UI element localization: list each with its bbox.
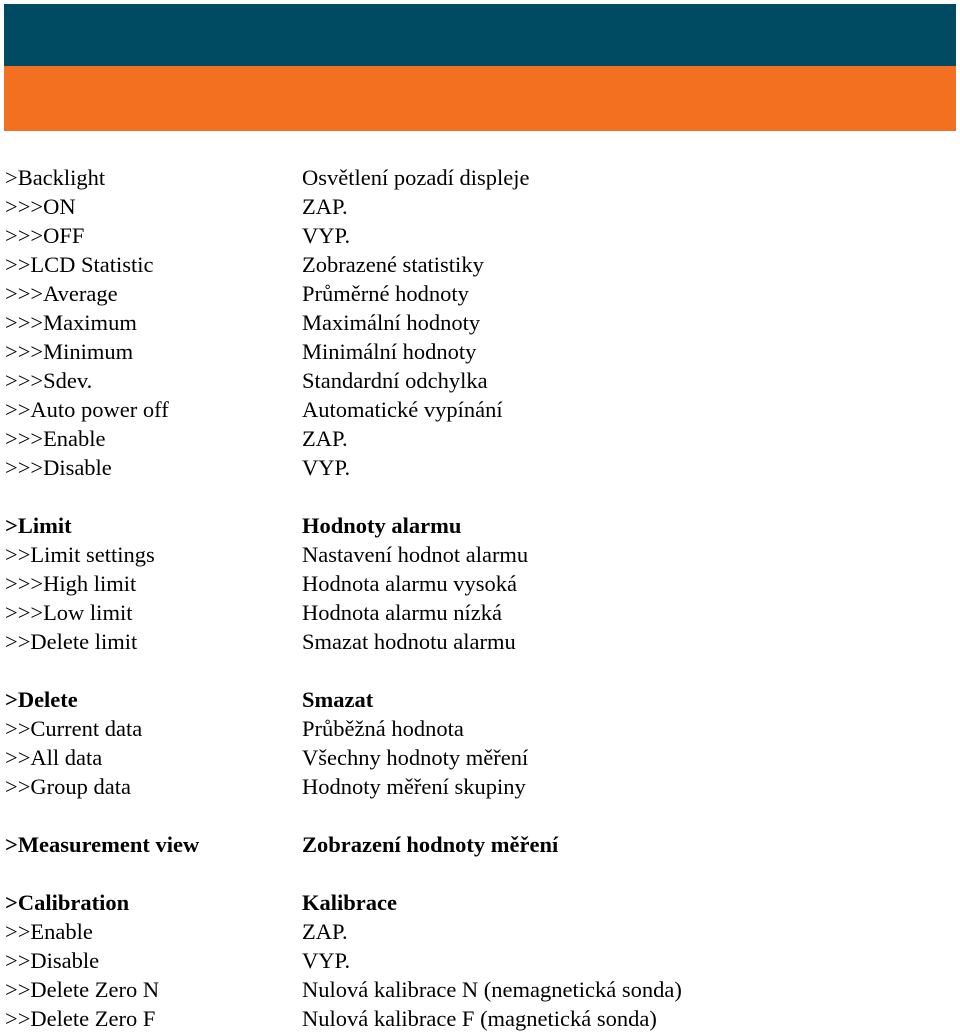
heading-en: >Measurement view	[5, 832, 200, 857]
term-en: >>Auto power off	[5, 397, 169, 422]
term-cz: Hodnoty měření skupiny	[302, 774, 526, 799]
term-en: >Backlight	[5, 165, 106, 190]
table-row	[5, 308, 955, 337]
table-row	[5, 975, 955, 1004]
table-row	[5, 627, 955, 656]
table-row	[5, 424, 955, 453]
table-row	[5, 453, 955, 482]
table-row	[5, 163, 955, 192]
term-cz: VYP.	[302, 455, 351, 480]
term-cz: Osvětlení pozadí displeje	[302, 165, 530, 190]
table-row	[5, 337, 955, 366]
section-spacer	[5, 801, 955, 830]
term-en: >>>Minimum	[5, 339, 134, 364]
term-en: >>>Average	[5, 281, 118, 306]
term-cz: Průměrné hodnoty	[302, 281, 469, 306]
section-spacer	[5, 859, 955, 888]
table-row	[5, 714, 955, 743]
term-cz: Nastavení hodnot alarmu	[302, 542, 529, 567]
header-band-top	[4, 4, 956, 66]
term-en: >>Limit settings	[5, 542, 155, 567]
heading-en: >Limit	[5, 513, 72, 538]
term-en: >>All data	[5, 745, 103, 770]
table-row	[5, 221, 955, 250]
term-cz: Průběžná hodnota	[302, 716, 464, 741]
table-row	[5, 192, 955, 221]
term-cz: Hodnota alarmu nízká	[302, 600, 502, 625]
term-cz: ZAP.	[302, 194, 348, 219]
term-en: >>LCD Statistic	[5, 252, 154, 277]
section-heading-row	[5, 511, 955, 540]
table-row	[5, 772, 955, 801]
section-heading-row	[5, 830, 955, 859]
term-cz: Smazat hodnotu alarmu	[302, 629, 516, 654]
term-en: >>Disable	[5, 948, 100, 973]
term-en: >>Delete Zero F	[5, 1006, 156, 1031]
table-row	[5, 917, 955, 946]
term-cz: Všechny hodnoty měření	[302, 745, 529, 770]
table-row	[5, 366, 955, 395]
term-en: >>Delete Zero N	[5, 977, 160, 1002]
table-row	[5, 279, 955, 308]
table-row	[5, 1004, 955, 1033]
term-cz: ZAP.	[302, 919, 348, 944]
term-cz: Maximální hodnoty	[302, 310, 481, 335]
term-en: >>Delete limit	[5, 629, 138, 654]
section-spacer	[5, 482, 955, 511]
term-en: >>>OFF	[5, 223, 85, 248]
term-en: >>Enable	[5, 919, 93, 944]
table-row	[5, 540, 955, 569]
term-en: >>>Maximum	[5, 310, 137, 335]
term-cz: Standardní odchylka	[302, 368, 488, 393]
table-row	[5, 569, 955, 598]
heading-en: >Calibration	[5, 890, 130, 915]
table-row	[5, 395, 955, 424]
table-row	[5, 598, 955, 627]
table-row	[5, 743, 955, 772]
section-spacer	[5, 656, 955, 685]
section-heading-row	[5, 685, 955, 714]
heading-cz: Hodnoty alarmu	[302, 513, 462, 538]
term-cz: VYP.	[302, 948, 351, 973]
section-heading-row	[5, 888, 955, 917]
term-cz: Nulová kalibrace N (nemagnetická sonda)	[302, 977, 682, 1002]
term-cz: Hodnota alarmu vysoká	[302, 571, 517, 596]
heading-cz: Smazat	[302, 687, 374, 712]
heading-cz: Zobrazení hodnoty měření	[302, 832, 559, 857]
term-en: >>>Disable	[5, 455, 112, 480]
term-en: >>>Enable	[5, 426, 106, 451]
heading-en: >Delete	[5, 687, 78, 712]
term-cz: Minimální hodnoty	[302, 339, 477, 364]
table-row	[5, 946, 955, 975]
table-row	[5, 250, 955, 279]
term-cz: Zobrazené statistiky	[302, 252, 484, 277]
term-en: >>Group data	[5, 774, 131, 799]
term-cz: ZAP.	[302, 426, 348, 451]
term-en: >>Current data	[5, 716, 143, 741]
term-cz: Automatické vypínání	[302, 397, 503, 422]
menu-translation-table	[5, 163, 955, 1033]
term-en: >>>ON	[5, 194, 76, 219]
heading-cz: Kalibrace	[302, 890, 397, 915]
term-en: >>>High limit	[5, 571, 137, 596]
header-band-bottom	[4, 66, 956, 131]
term-en: >>>Sdev.	[5, 368, 93, 393]
term-cz: VYP.	[302, 223, 351, 248]
term-en: >>>Low limit	[5, 600, 133, 625]
term-cz: Nulová kalibrace F (magnetická sonda)	[302, 1006, 657, 1031]
